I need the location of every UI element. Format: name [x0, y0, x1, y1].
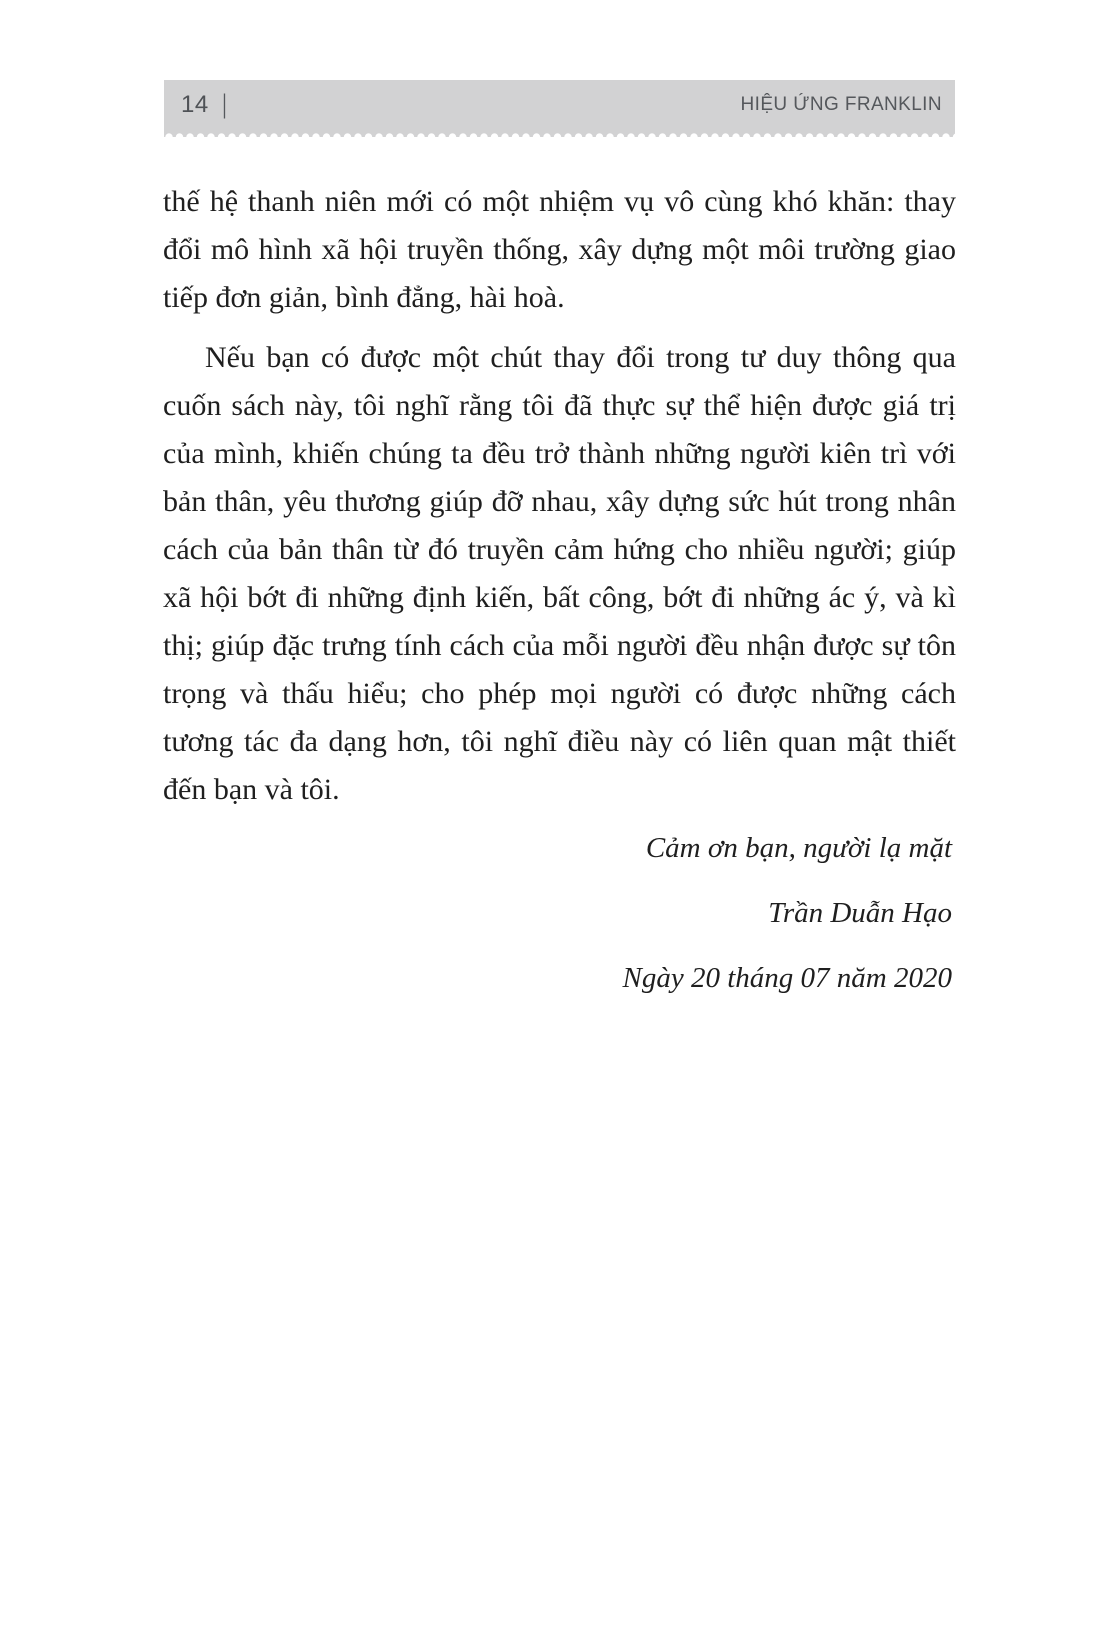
paragraph: thế hệ thanh niên mới có một nhiệm vụ vô cùng khó khăn: thay đổi mô hình xã hội truyền thống, xây dựng một môi trường giao tiếp đơn giản, bình đẳng, hài hoà.: [163, 185, 956, 314]
signature-thanks-line: Cảm ơn bạn, người lạ mặt: [645, 832, 952, 864]
signature-block: [163, 824, 956, 1002]
signature-date-line: Ngày 20 tháng 07 năm 2020: [622, 962, 952, 994]
body-text: [163, 178, 956, 1019]
page-number: 14: [181, 91, 209, 118]
running-title: HIỆU ỨNG FRANKLIN: [740, 94, 942, 115]
header-bar: [164, 80, 955, 130]
header-bar-perforated-edge: [164, 130, 955, 137]
header-left-group: [181, 90, 228, 121]
page-number-separator: |: [222, 88, 227, 119]
paragraph: Nếu bạn có được một chút thay đổi trong tư duy thông qua cuốn sách này, tôi nghĩ rằng tôi đã thực sự thể hiện được giá trị của mình, khiến chúng ta đều trở thành những người kiên trì với bản thân, yêu thương giúp đỡ nhau, xây dựng sức hút trong nhân cách của bản thân từ đó truyền cảm hứng cho nhiều người; giúp xã hội bớt đi những định kiến, bất công, bớt đi những ác ý, và kì thị; giúp đặc trưng tính cách của mỗi người đều nhận được sự tôn trọng và thấu hiểu; cho phép mọi người có được những cách tương tác đa dạng hơn, tôi nghĩ điều này có liên quan mật thiết đến bạn và tôi.: [163, 341, 956, 806]
signature-author-line: Trần Duẫn Hạo: [768, 897, 952, 929]
